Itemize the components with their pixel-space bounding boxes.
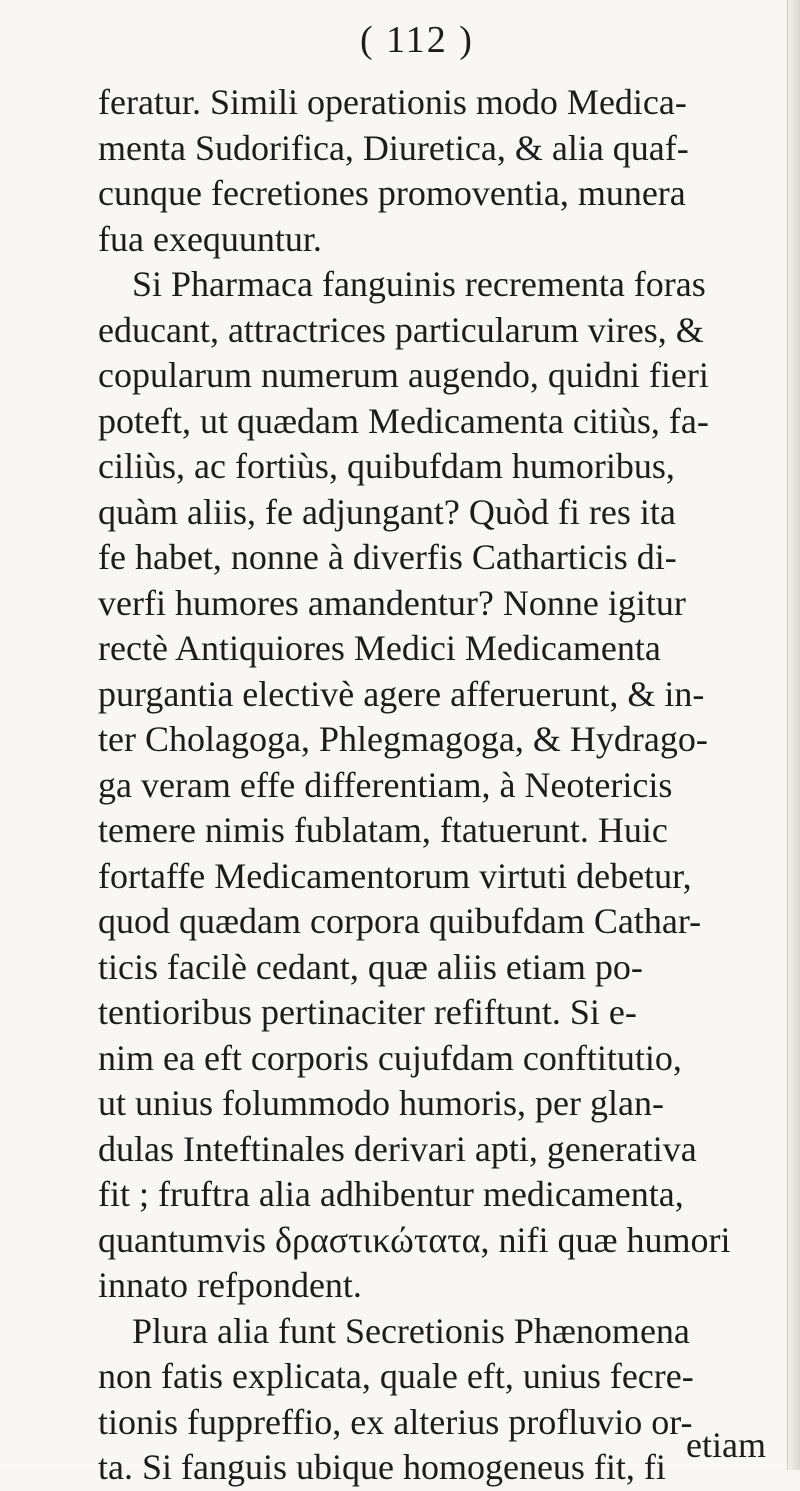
text-line: cunque fecretiones promoventia, munera [98, 173, 686, 213]
text-line: ciliùs, ac fortiùs, quibufdam humoribus, [98, 446, 675, 486]
paragraph-start-line: Plura alia funt Secretionis Phænomena [132, 1310, 690, 1351]
text-line: rectè Antiquiores Medici Medicamenta [98, 628, 661, 668]
text-line: tentioribus pertinaciter refiftunt. Si e- [98, 992, 637, 1032]
text-line: nim ea eft corporis cujufdam conftitutio, [98, 1037, 682, 1078]
text-line: feratur. Simili operationis modo Medica- [98, 82, 687, 122]
text-line: ta. Si fanguis ubique homogeneus fit, fi [98, 1447, 666, 1487]
text-line: tionis fuppreffio, ex alterius profluvio or- [98, 1401, 693, 1442]
text-line: ticis facilè cedant, quæ aliis etiam po- [98, 946, 643, 987]
text-line: ter Cholagoga, Phlegmagoga, & Hydrago- [98, 719, 708, 759]
text-line: poteft, ut quædam Medicamenta citiùs, fa- [98, 400, 709, 441]
text-line: ut unius folummodo humoris, per glan- [98, 1083, 664, 1123]
paragraph-start-line: Si Pharmaca fanguinis recrementa foras [132, 264, 706, 304]
text-line: dulas Inteftinales derivari apti, generativa [98, 1128, 697, 1169]
text-line: temere nimis fublatam, ftatuerunt. Huic [98, 810, 668, 850]
text-line: educant, attractrices particularum vires, & [98, 309, 704, 350]
text-line: quod quædam corpora quibufdam Cathar- [98, 901, 702, 941]
text-line: innato refpondent. [98, 1265, 362, 1305]
text-line: quantumvis δραστικώτατα, nifi quæ humori [98, 1219, 731, 1260]
text-line: purgantia electivè agere afferuerunt, & in- [98, 673, 705, 714]
body-text [98, 80, 768, 1491]
text-line: fua exequuntur. [98, 218, 322, 259]
text-line: ga veram effe differentiam, à Neotericis [98, 764, 673, 805]
catchword: etiam [686, 1425, 766, 1465]
page-number: ( 112 ) [360, 19, 474, 61]
text-line: fortaffe Medicamentorum virtuti debetur, [98, 855, 692, 896]
text-line: non fatis explicata, quale eft, unius fecre- [98, 1356, 694, 1396]
text-line: menta Sudorifica, Diuretica, & alia quaf- [98, 127, 689, 168]
text-line: fit ; fruftra alia adhibentur medicamenta, [98, 1174, 684, 1214]
text-line: fe habet, nonne à diverfis Catharticis di- [98, 537, 677, 577]
text-line: quàm aliis, fe adjungant? Quòd fi res ita [98, 491, 676, 532]
page-edge [787, 0, 800, 1470]
text-line: verfi humores amandentur? Nonne igitur [98, 582, 686, 623]
text-line: copularum numerum augendo, quidni fieri [98, 355, 709, 395]
